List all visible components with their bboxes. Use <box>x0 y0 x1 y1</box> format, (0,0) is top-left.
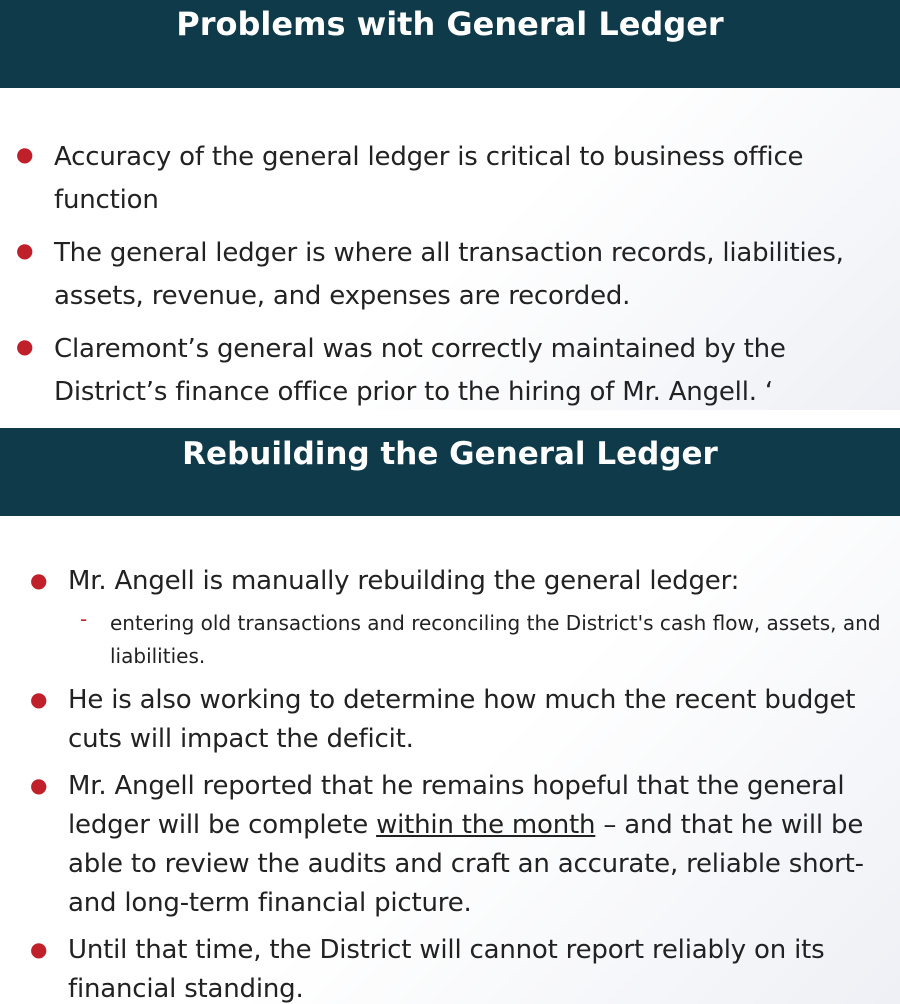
bullet-icon: ● <box>16 334 34 358</box>
slide-title: Problems with General Ledger <box>176 5 724 43</box>
sub-list-item <box>68 607 900 673</box>
list-item <box>0 767 900 923</box>
dash-icon: - <box>80 607 88 631</box>
slide-problems <box>0 0 900 410</box>
list-item <box>0 562 900 673</box>
list-item <box>0 328 900 410</box>
bullet-text: He is also working to determine how much the recent budget cuts will impact the deficit. <box>68 685 856 754</box>
bullet-text: Until that time, the District will cannot report reliably on its financial standing. <box>68 935 825 1004</box>
sub-bullet-text: entering old transactions and reconciling the District's cash flow, assets, and liabilities. <box>110 611 881 668</box>
bullet-text: The general ledger is where all transaction records, liabilities, assets, revenue, and expenses are recorded. <box>54 238 844 311</box>
bullet-text: Claremont’s general was not correctly maintained by the District’s finance office prior to the hiring of Mr. Angell. ‘ <box>54 334 786 407</box>
bullet-icon: ● <box>30 937 48 961</box>
bullet-text-part: – and that he will be able to review the audits and craft an accurate, reliable short- and long-term financial picture. <box>68 810 864 918</box>
bullet-text: Mr. Angell is manually rebuilding the general ledger: <box>68 566 740 596</box>
bullet-icon: ● <box>30 687 48 711</box>
bullet-list <box>0 562 900 1004</box>
bullet-list <box>0 136 900 410</box>
bullet-icon: ● <box>30 773 48 797</box>
bullet-text <box>68 767 900 923</box>
bullet-icon: ● <box>30 568 48 592</box>
bullet-text: Accuracy of the general ledger is critical to business office function <box>54 142 804 215</box>
slide-title: Rebuilding the General Ledger <box>182 436 718 472</box>
title-bar <box>0 0 900 88</box>
list-item <box>0 136 900 222</box>
list-item <box>0 232 900 318</box>
bullet-icon: ● <box>16 142 34 166</box>
slide-rebuilding <box>0 428 900 1004</box>
bullet-icon: ● <box>16 238 34 262</box>
list-item <box>0 931 900 1004</box>
list-item <box>0 681 900 759</box>
title-bar <box>0 428 900 516</box>
bullet-text-part: Mr. Angell reported that he remains hopeful that the general ledger will be complete <box>68 771 845 840</box>
underlined-phrase: within the month <box>376 810 596 840</box>
